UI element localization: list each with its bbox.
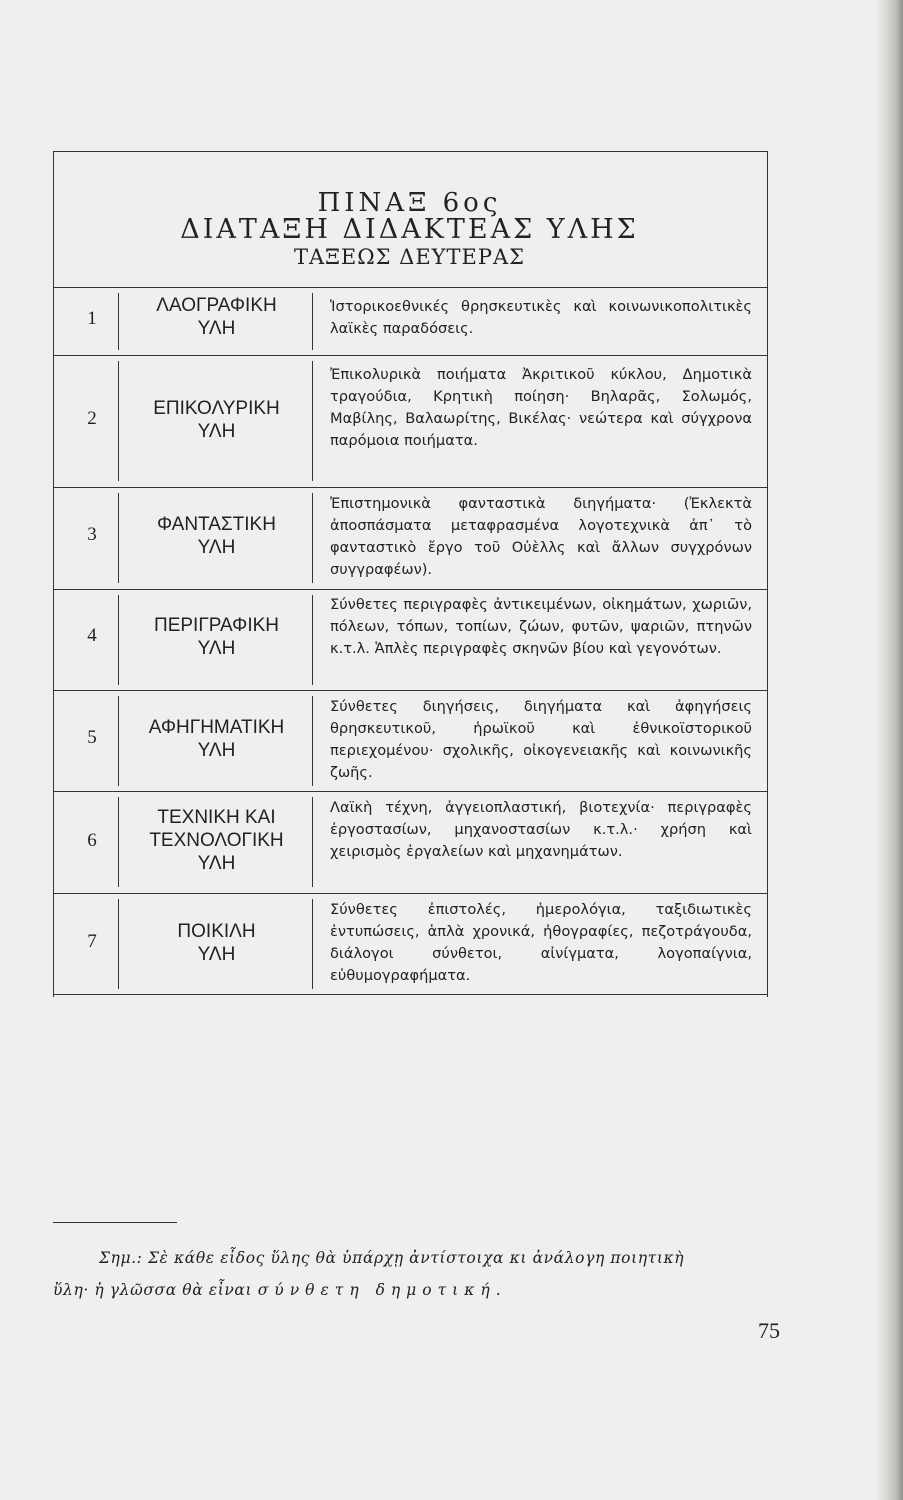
row-category: ΛΑΟΓΡΑΦΙΚΗ ΥΛΗ — [156, 295, 277, 339]
column-divider — [312, 595, 313, 685]
row-description: Σύνθετες ἐπιστολές, ἡμερολόγια, ταξιδιωτικὲς ἐντυπώσεις, ἁπλὰ χρονικά, ἠθογραφίες, πεζοτράγουδα, διάλογοι σύνθετοι, αἰνίγματα, λογοπαίγνια, εὐθυμογραφήματα. — [330, 901, 752, 984]
row-number: 5 — [87, 727, 97, 748]
footnote-line-1: Σημ.: Σὲ κάθε εἶδος ὕλης θὰ ὑπάρχῃ ἀντίστοιχα κι ἀνάλογη ποιητικὴ — [99, 1249, 685, 1267]
row-divider — [53, 355, 768, 356]
row-number: 3 — [87, 524, 97, 545]
table-subtitle-class: ΤΑΞΕΩΣ ΔΕΥΤΕΡΑΣ — [293, 245, 526, 269]
column-divider — [312, 493, 313, 583]
row-category: ΤΕΧΝΙΚΗ ΚΑΙ ΤΕΧΝΟΛΟΓΙΚΗ ΥΛΗ — [149, 807, 284, 874]
row-description: Σύνθετες περιγραφὲς ἀντικειμένων, οἰκημάτων, χωριῶν, πόλεων, τόπων, τοπίων, ζώων, φυτῶν, ψαριῶν, πτηνῶν κ.τ.λ. Ἁπλὲς περιγραφὲς σκηνῶν βίου καὶ γεγονότων. — [330, 596, 752, 657]
row-category: ΑΦΗΓΗΜΑΤΙΚΗ ΥΛΗ — [148, 717, 285, 761]
footnote-line-2: ὕλη· ἡ γλῶσσα θὰ εἶναι σύνθετη δημοτική. — [53, 1281, 507, 1299]
column-divider — [118, 293, 119, 350]
row-category: ΕΠΙΚΟΛΥΡΙΚΗ ΥΛΗ — [153, 398, 280, 442]
footnote — [53, 1242, 793, 1306]
row-divider — [53, 690, 768, 691]
column-divider — [312, 361, 313, 481]
row-number: 6 — [87, 830, 97, 851]
row-description: Ἐπικολυρικὰ ποιήματα Ἀκριτικοῦ κύκλου, Δημοτικὰ τραγούδια, Κρητικὴ ποίηση· Βηλαρᾶς, Σολωμός, Μαβίλης, Βαλαωρίτης, Βικέλας· νεώτερα καὶ σύγχρονα παρόμοια ποιήματα. — [330, 366, 752, 449]
footnote-rule — [53, 1222, 177, 1223]
column-divider — [312, 797, 313, 887]
column-divider — [312, 293, 313, 350]
page-edge-shadow — [875, 0, 903, 1500]
page-number: 75 — [758, 1318, 780, 1343]
row-category: ΠΕΡΙΓΡΑΦΙΚΗ ΥΛΗ — [153, 615, 280, 659]
row-category: ΠΟΙΚΙΛΗ ΥΛΗ — [177, 921, 256, 965]
column-divider — [312, 696, 313, 786]
row-number: 4 — [87, 625, 97, 646]
row-divider — [53, 791, 768, 792]
column-divider — [118, 595, 119, 685]
column-divider — [118, 899, 119, 989]
column-divider — [118, 797, 119, 887]
row-number: 7 — [87, 931, 97, 952]
row-description: Λαϊκὴ τέχνη, ἀγγειοπλαστική, βιοτεχνία· περιγραφὲς ἐργοστασίων, μηχανοστασίων κ.τ.λ.· χρήση καὶ χειρισμὸς ἐργαλείων καὶ μηχανημάτων. — [330, 799, 752, 860]
row-divider — [53, 893, 768, 894]
column-divider — [118, 696, 119, 786]
row-description: Ἐπιστημονικὰ φανταστικὰ διηγήματα· (Ἐκλεκτὰ ἀποσπάσματα μεταφρασμένα λογοτεχνικὰ ἀπ᾽ τὸ φανταστικὸ ἔργο τοῦ Οὐὲλλς καὶ ἄλλων συγχρόνων συγγραφέων). — [330, 495, 752, 578]
column-divider — [118, 493, 119, 583]
row-divider — [53, 487, 768, 488]
row-number: 2 — [87, 408, 97, 429]
table-title: ΠΙΝΑΞ 6ος — [317, 188, 502, 218]
table-bottom-rule — [53, 994, 768, 995]
row-description: Σύνθετες διηγήσεις, διηγήματα καὶ ἀφηγήσεις θρησκευτικοῦ, ἡρωϊκοῦ καὶ ἐθνικοϊστορικοῦ περιεχομένου· σχολικῆς, οἰκογενειακῆς καὶ κοινωνικῆς ζωῆς. — [330, 698, 752, 781]
column-divider — [118, 361, 119, 481]
row-divider — [53, 589, 768, 590]
row-number: 1 — [87, 308, 97, 329]
row-divider — [53, 287, 768, 288]
column-divider — [312, 899, 313, 989]
table-subtitle: ΔΙΑΤΑΞΗ ΔΙΔΑΚΤΕΑΣ ΥΛΗΣ — [180, 214, 639, 245]
row-category: ΦΑΝΤΑΣΤΙΚΗ ΥΛΗ — [157, 514, 276, 558]
row-description: Ἱστορικοεθνικές θρησκευτικὲς καὶ κοινωνικοπολιτικὲς λαϊκὲς παραδόσεις. — [330, 298, 752, 337]
